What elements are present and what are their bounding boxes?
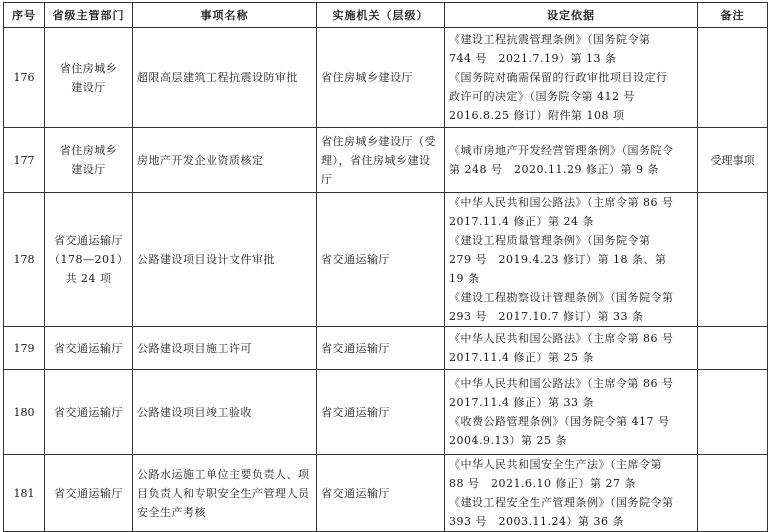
- cell-note: [698, 327, 768, 370]
- cell-dept: [45, 28, 133, 128]
- table-body: [4, 28, 768, 532]
- cell-agency: 省交通运输厅: [317, 327, 445, 370]
- basis-line: 政许可的决定》（国务院令第 412 号: [449, 90, 635, 103]
- header-dept: 省级主管部门: [45, 3, 133, 28]
- dept-line: （178—201）: [49, 253, 129, 266]
- table-row: [4, 193, 768, 327]
- cell-basis: [445, 327, 698, 370]
- cell-item: 公路建设项目设计文件审批: [133, 193, 317, 327]
- cell-dept: [45, 455, 133, 532]
- cell-no: 180: [4, 370, 45, 455]
- cell-agency: 省住房城乡建设厅（受理），省住房城乡建设厅: [317, 128, 445, 193]
- cell-basis: [445, 455, 698, 532]
- cell-no: 176: [4, 28, 45, 128]
- dept-line: 共 24 项: [65, 272, 112, 285]
- header-note: 备注: [698, 3, 768, 28]
- cell-agency: 省交通运输厅: [317, 193, 445, 327]
- cell-note: [698, 455, 768, 532]
- basis-line: 2016.8.25 修订）附件第 108 项: [449, 109, 625, 122]
- cell-dept: [45, 370, 133, 455]
- basis-line: 2017.11.4 修正）第 24 条: [449, 215, 594, 228]
- cell-dept: [45, 128, 133, 193]
- basis-line: 《中华人民共和国公路法》（主席令第 86 号: [449, 377, 674, 390]
- basis-line: 2004.9.13）第 25 条: [449, 434, 567, 447]
- header-row: [4, 3, 768, 28]
- basis-line: 《中华人民共和国公路法》（主席令第 86 号: [449, 332, 674, 345]
- basis-line: 2017.11.4 修正）第 33 条: [449, 396, 594, 409]
- header-agency: 实施机关（层级）: [317, 3, 445, 28]
- basis-line: 279 号 2019.4.23 修订）第 18 条、第: [449, 253, 667, 266]
- basis-line: 《中华人民共和国安全生产法》（主席令第: [449, 458, 662, 471]
- basis-line: 744 号 2021.7.19）第 13 条: [449, 52, 617, 65]
- cell-item: 房地产开发企业资质核定: [133, 128, 317, 193]
- dept-line: 省交通运输厅: [54, 405, 123, 419]
- dept-line: 省交通运输厅: [54, 234, 123, 247]
- dept-line: 省交通运输厅: [54, 486, 123, 500]
- cell-no: 179: [4, 327, 45, 370]
- cell-item: 超限高层建筑工程抗震设防审批: [133, 28, 317, 128]
- dept-line: 建设厅: [71, 80, 106, 94]
- dept-line: 省住房城乡: [59, 144, 118, 157]
- cell-agency: 省交通运输厅: [317, 455, 445, 532]
- basis-line: 《国务院对确需保留的行政审批项目设定行: [449, 71, 668, 84]
- basis-line: 《城市房地产开发经营管理条例》（国务院令: [449, 144, 674, 157]
- cell-basis: [445, 28, 698, 128]
- basis-line: 88 号 2021.6.10 修正）第 27 条: [449, 477, 636, 490]
- basis-line: 第 248 号 2020.11.29 修正）第 9 条: [449, 163, 659, 176]
- cell-agency: 省住房城乡建设厅: [317, 28, 445, 128]
- header-no: 序号: [4, 3, 45, 28]
- basis-line: 393 号 2003.11.24）第 36 条: [449, 515, 624, 528]
- cell-basis: [445, 128, 698, 193]
- basis-line: 293 号 2017.10.7 修订）第 33 条: [449, 310, 644, 323]
- table-row: [4, 28, 768, 128]
- cell-note: [698, 28, 768, 128]
- cell-basis: [445, 370, 698, 455]
- table-row: [4, 327, 768, 370]
- cell-no: 178: [4, 193, 45, 327]
- cell-no: 177: [4, 128, 45, 193]
- table-row: [4, 370, 768, 455]
- basis-line: 《建设工程勘察设计管理条例》（国务院令第: [449, 291, 674, 304]
- basis-line: 《中华人民共和国公路法》（主席令第 86 号: [449, 196, 674, 209]
- header-basis: 设定依据: [445, 3, 698, 28]
- cell-note: [698, 370, 768, 455]
- cell-basis: [445, 193, 698, 327]
- dept-line: 省住房城乡: [59, 61, 118, 75]
- cell-item: 公路水运施工单位主要负责人、项目负责人和专职安全生产管理人员安全生产考核: [133, 455, 317, 532]
- table-row: [4, 128, 768, 193]
- basis-line: 《建设工程抗震管理条例》（国务院令第: [449, 33, 651, 46]
- table-header: [4, 3, 768, 28]
- cell-note: [698, 193, 768, 327]
- basis-line: 《收费公路管理条例》（国务院令第 417 号: [449, 415, 670, 428]
- cell-dept: [45, 327, 133, 370]
- cell-item: 公路建设项目竣工验收: [133, 370, 317, 455]
- basis-line: 2017.11.4 修正）第 25 条: [449, 351, 594, 364]
- cell-no: 181: [4, 455, 45, 532]
- dept-line: 建设厅: [71, 163, 106, 176]
- header-item: 事项名称: [133, 3, 317, 28]
- approval-items-table: [3, 2, 768, 532]
- dept-line: 省交通运输厅: [54, 341, 123, 355]
- cell-dept: [45, 193, 133, 327]
- basis-line: 《建设工程安全生产管理条例》（国务院令第: [449, 496, 674, 509]
- basis-line: 19 条: [449, 272, 480, 285]
- table-row: [4, 455, 768, 532]
- basis-line: 《建设工程质量管理条例》（国务院令第: [449, 234, 651, 247]
- cell-item: 公路建设项目施工许可: [133, 327, 317, 370]
- cell-note: 受理事项: [698, 128, 768, 193]
- cell-agency: 省交通运输厅: [317, 370, 445, 455]
